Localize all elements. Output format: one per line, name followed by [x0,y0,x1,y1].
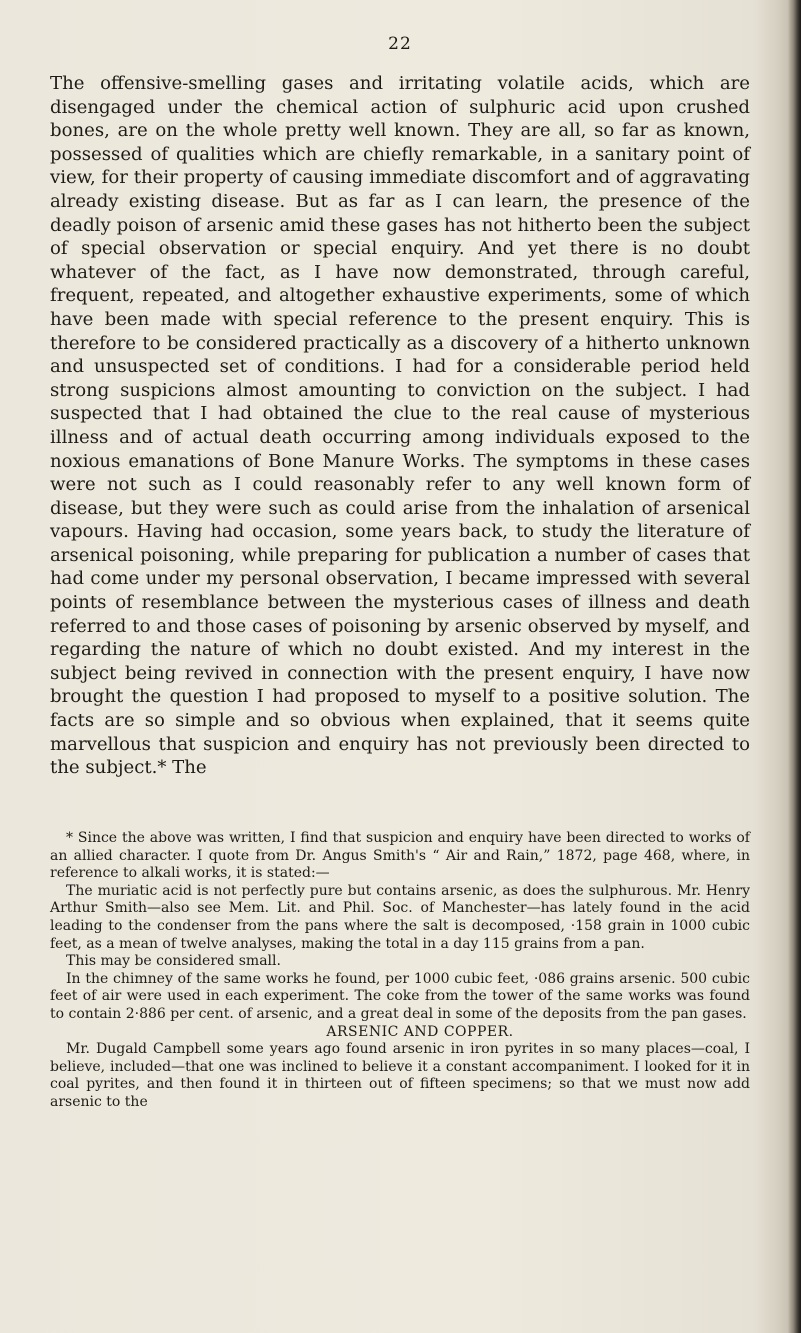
footnote-quote-short: This may be considered small. [66,953,281,970]
page-number: 22 [388,34,412,54]
section-heading: ARSENIC AND COPPER. [326,1023,514,1040]
footnote-block [50,830,750,1112]
section-paragraph: Mr. Dugald Campbell some years ago found arsenic in iron pyrites in so many places—coal, I believe, included—that one was inclined to believe it a constant accompaniment. I looked for it in coal pyrites, and then found it in thirteen out of fifteen specimens; so that we must now add arsenic to the [50,1041,750,1110]
page-binding-edge [787,0,801,1333]
footnote-quote-paragraph: In the chimney of the same works he found, per 1000 cubic feet, ·086 grains arsenic. 500 cubic feet of air were used in each experiment. The coke from the tower of the same works was found to contain 2·886 per cent. of arsenic, and a great deal in some of the deposits from the pan gases. [50,970,750,1022]
footnote-intro: * Since the above was written, I find that suspicion and enquiry have been directed to works of an allied character. I quote from Dr. Angus Smith's “ Air and Rain,” 1872, page 468, where, in reference to alkali works, it is stated:— [50,830,750,882]
footnote-quote-paragraph: The muriatic acid is not perfectly pure but contains arsenic, as does the sulphurous. Mr. Henry Arthur Smith—also see Mem. Lit. and Phil. Soc. of Manchester—has lately found in the acid leading to the condenser from the pans where the salt is decomposed, ·158 grain in 1000 cubic feet, as a mean of twelve analyses, making the total in a day 115 grains from a pan. [50,882,750,952]
main-paragraph: The offensive-smelling gases and irritating volatile acids, which are disengaged under the chemical action of sulphuric acid upon crushed bones, are on the whole pretty well known. They are all, so far as known, possessed of qualities which are chiefly remarkable, in a sanitary point of view, for their property of causing immediate discomfort and of aggravating already existing disease. But as far as I can learn, the presence of the deadly poison of arsenic amid these gases has not hitherto been the subject of special observation or special enquiry. And yet there is no doubt whatever of the fact, as I have now demonstrated, through careful, frequent, repeated, and altogether exhaustive experiments, some of which have been made with special reference to the present enquiry. This is therefore to be considered practically as a discovery of a hitherto unknown and unsuspected set of conditions. I had for a considerable period held strong suspicions almost amounting to conviction on the subject. I had suspected that I had obtained the clue to the real cause of mysterious illness and of actual death occurring among individuals exposed to the noxious emanations of Bone Manure Works. The symptoms in these cases were not such as I could reasonably refer to any well known form of disease, but they were such as could arise from the inhalation of arsenical vapours. Having had occasion, some years back, to study the literature of arsenical poisoning, while preparing for publication a number of cases that had come under my personal observation, I became impressed with several points of resemblance between the mysterious cases of illness and death referred to and those cases of poisoning by arsenic observed by myself, and regarding the nature of which no doubt existed. And my interest in the subject being revived in connection with the present enquiry, I have now brought the question I had proposed to myself to a positive solution. The facts are so simple and so obvious when explained, that it seems quite marvellous that suspicion and enquiry has not previously been directed to the subject.* The [50,73,750,779]
